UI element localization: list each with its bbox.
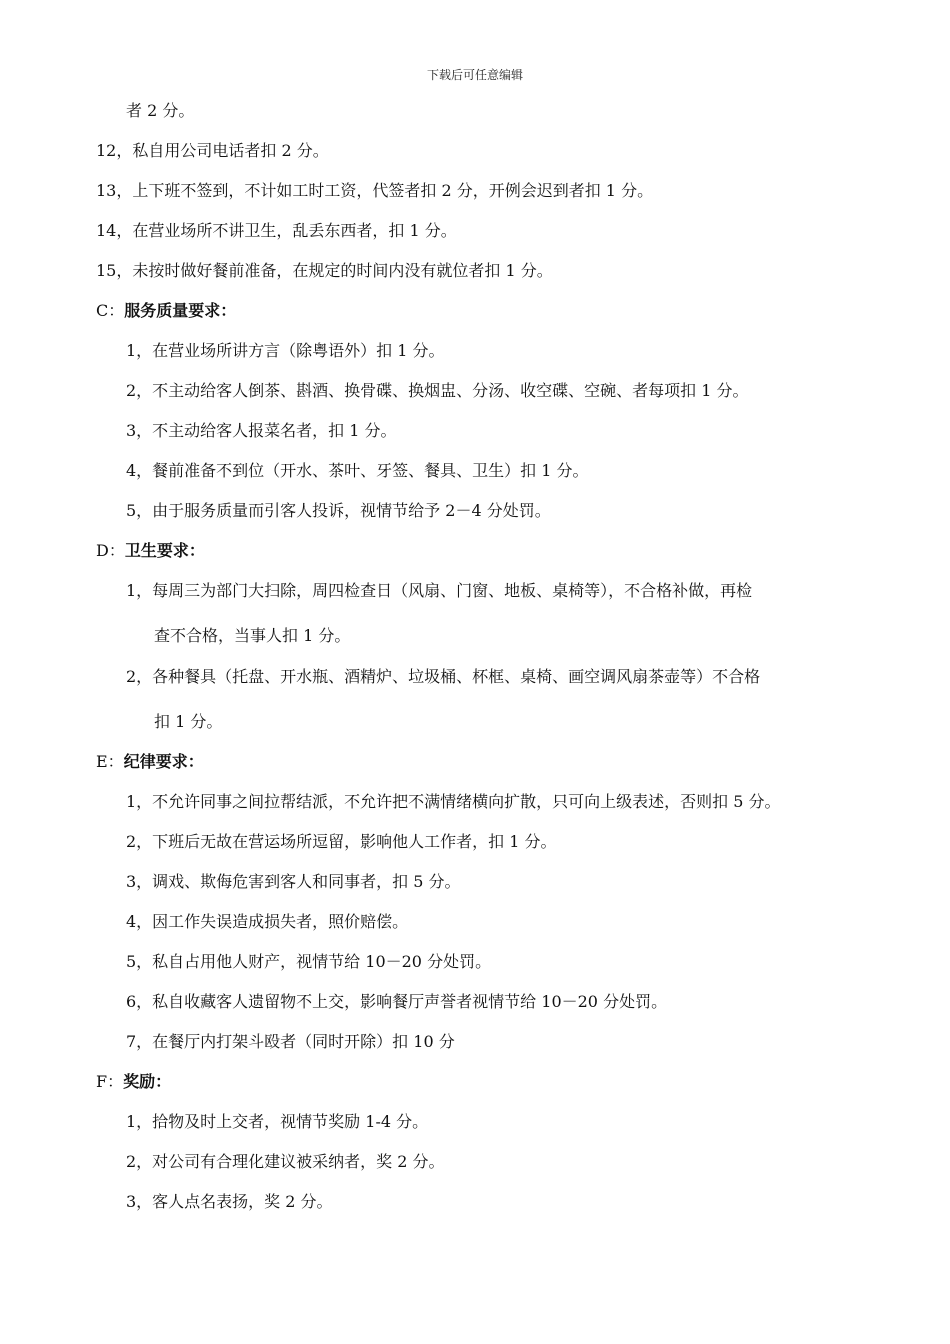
- list-item: 2，不主动给客人倒茶、斟酒、换骨碟、换烟盅、分汤、收空碟、空碗、者每项扣 1 分。: [126, 381, 749, 400]
- section-title: 奖励：: [123, 1072, 172, 1091]
- list-item: 5，私自占用他人财产，视情节给 10－20 分处罚。: [126, 952, 492, 971]
- section-letter: F：: [96, 1072, 124, 1091]
- text-line: 15，未按时做好餐前准备，在规定的时间内没有就位者扣 1 分。: [96, 261, 553, 280]
- section-heading-e: [96, 751, 204, 773]
- list-item: 1，拾物及时上交者，视情节奖励 1-4 分。: [126, 1112, 429, 1131]
- section-letter: E：: [96, 752, 124, 771]
- section-title: 卫生要求：: [124, 541, 205, 560]
- section-title: 服务质量要求：: [124, 301, 237, 320]
- section-letter: C：: [96, 301, 125, 320]
- list-item: 5，由于服务质量而引客人投诉，视情节给予 2－4 分处罚。: [126, 501, 551, 520]
- section-title: 纪律要求：: [123, 752, 204, 771]
- text-line: 12，私自用公司电话者扣 2 分。: [96, 141, 329, 160]
- list-item: 1，在营业场所讲方言（除粤语外）扣 1 分。: [126, 341, 445, 360]
- text-line: 者 2 分。: [126, 101, 195, 120]
- list-item: 2，对公司有合理化建议被采纳者，奖 2 分。: [126, 1152, 445, 1171]
- text-line: 14，在营业场所不讲卫生，乱丢东西者，扣 1 分。: [96, 221, 457, 240]
- section-heading-f: [96, 1071, 171, 1093]
- list-item: 7，在餐厅内打架斗殴者（同时开除）扣 10 分: [126, 1032, 455, 1051]
- list-item: 3，不主动给客人报菜名者，扣 1 分。: [126, 421, 397, 440]
- list-item: 6，私自收藏客人遗留物不上交，影响餐厅声誉者视情节给 10－20 分处罚。: [126, 992, 668, 1011]
- list-item: 1，不允许同事之间拉帮结派，不允许把不满情绪横向扩散，只可向上级表述，否则扣 5 分。: [126, 792, 781, 811]
- list-item-continuation: 查不合格，当事人扣 1 分。: [154, 626, 351, 645]
- section-heading-c: [96, 300, 236, 322]
- list-item: 3，调戏、欺侮危害到客人和同事者，扣 5 分。: [126, 872, 461, 891]
- list-item: 3，客人点名表扬，奖 2 分。: [126, 1192, 333, 1211]
- section-heading-d: [96, 540, 205, 562]
- list-item-continuation: 扣 1 分。: [154, 712, 223, 731]
- list-item: 4，餐前准备不到位（开水、茶叶、牙签、餐具、卫生）扣 1 分。: [126, 461, 589, 480]
- list-item: 1，每周三为部门大扫除，周四检查日（风扇、门窗、地板、桌椅等），不合格补做，再检: [126, 581, 753, 600]
- text-line: 13，上下班不签到，不计如工时工资，代签者扣 2 分，开例会迟到者扣 1 分。: [96, 181, 654, 200]
- list-item: 4，因工作失误造成损失者，照价赔偿。: [126, 912, 409, 931]
- list-item: 2，各种餐具（托盘、开水瓶、酒精炉、垃圾桶、杯框、桌椅、画空调风扇茶壶等）不合格: [126, 667, 761, 686]
- section-letter: D：: [96, 541, 125, 560]
- list-item: 2，下班后无故在营运场所逗留，影响他人工作者，扣 1 分。: [126, 832, 557, 851]
- page-header: 下载后可任意编辑: [426, 68, 523, 82]
